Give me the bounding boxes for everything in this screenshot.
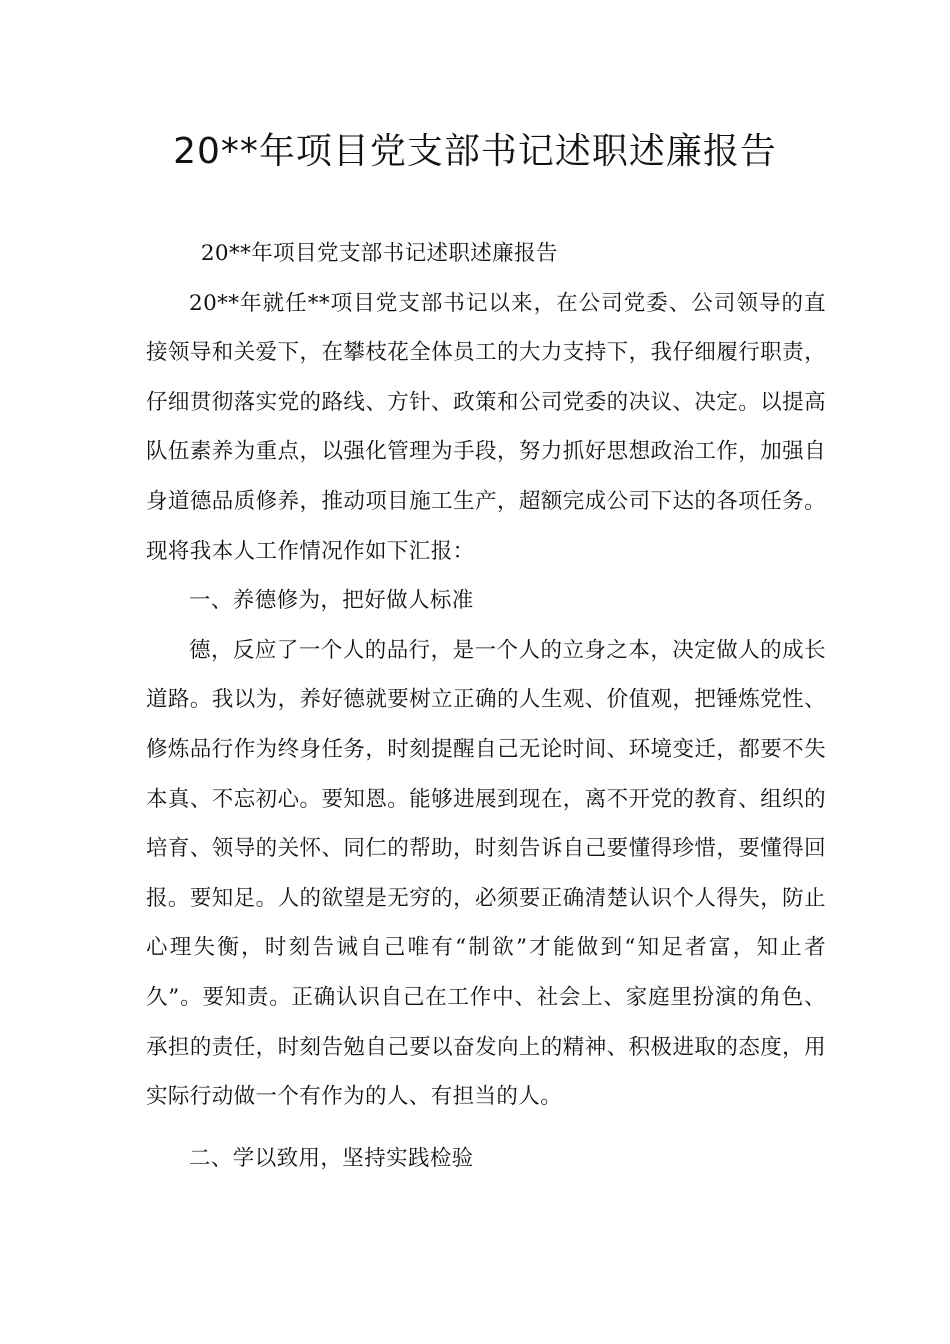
document-body bbox=[146, 229, 826, 1183]
section-1-paragraph: 德，反应了一个人的品行，是一个人的立身之本，决定做人的成长道路。我以为，养好德就要树立正确的人生观、价值观，把锤炼党性、修炼品行作为终身任务，时刻提醒自己无论时间、环境变迁，都要不失本真、不忘初心。要知恩。能够进展到现在，离不开党的教育、组织的培育、领导的关怀、同仁的帮助，时刻告诉自己要懂得珍惜，要懂得回报。要知足。人的欲望是无穷的，必须要正确清楚认识个人得失，防止心理失衡，时刻告诫自己唯有“制欲”才能做到“知足者富，知止者久”。要知责。正确认识自己在工作中、社会上、家庭里扮演的角色、承担的责任，时刻告勉自己要以奋发向上的精神、积极进取的态度，用实际行动做一个有作为的人、有担当的人。 bbox=[146, 637, 826, 1110]
document-title: 20**年项目党支部书记述职述廉报告 bbox=[173, 131, 777, 172]
intro-paragraph: 20**年就任**项目党支部书记以来，在公司党委、公司领导的直接领导和关爱下，在攀枝花全体员工的大力支持下，我仔细履行职责，仔细贯彻落实党的路线、方针、政策和公司党委的决议、决定。以提高队伍素养为重点，以强化管理为手段，努力抓好思想政治工作，加强自身道德品质修养，推动项目施工生产，超额完成公司下达的各项任务。现将我本人工作情况作如下汇报： bbox=[146, 290, 826, 564]
document-subtitle: 20**年项目党支部书记述职述廉报告 bbox=[200, 241, 558, 266]
section-1-heading: 一、养德修为，把好做人标准 bbox=[189, 588, 474, 614]
section-2-heading: 二、学以致用，坚持实践检验 bbox=[189, 1145, 474, 1171]
